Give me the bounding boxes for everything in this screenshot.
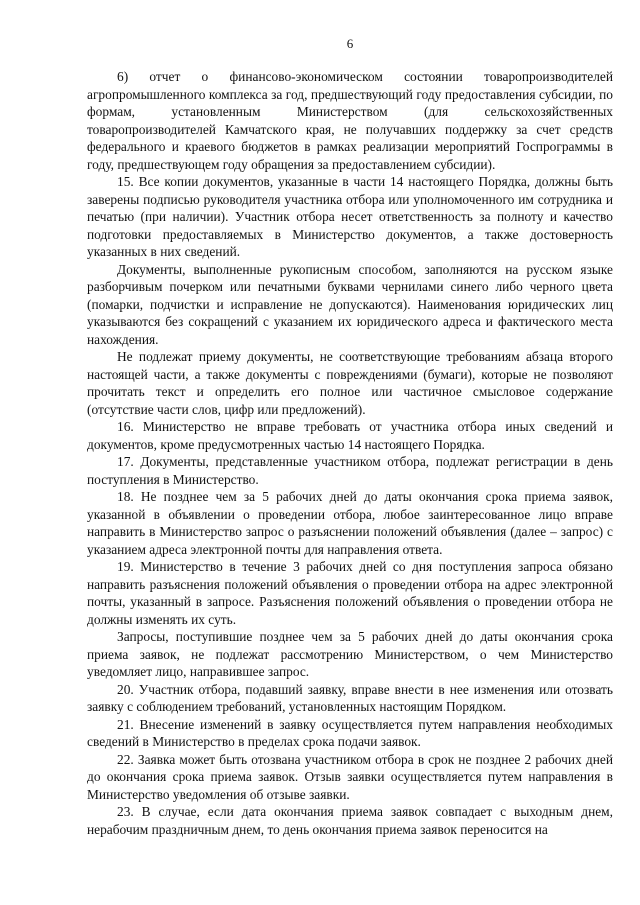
paragraph-22: 22. Заявка может быть отозвана участником отбора в срок не позднее 2 рабочих дней до окончания срока приема заявок. Отзыв заявки осуществляется путем направления в Министерство уведомления об отзыве заявки. [87, 751, 613, 802]
paragraph-19: 19. Министерство в течение 3 рабочих дней со дня поступления запроса обязано направить разъяснения положений объявления о проведении отбора на адрес электронной почты, указанный в запросе. Разъяснения положений объявления о проведении отбора не должны изменять их суть. [87, 559, 613, 627]
paragraph-not-accepted-docs: Не подлежат приему документы, не соответствующие требованиям абзаца второго настоящей части, а также документы с повреждениями (бумаги), которые не позволяют прочитать текст и определить его полное или частичное смысловое содержание (отсутствие части слов, цифр или предложений). [87, 349, 613, 417]
paragraph-23: 23. В случае, если дата окончания приема заявок совпадает с выходным днем, нерабочим праздничным днем, то день окончания приема заявок переносится на [87, 804, 613, 837]
paragraph-16: 16. Министерство не вправе требовать от участника отбора иных сведений и документов, кроме предусмотренных частью 14 настоящего Порядка. [87, 419, 613, 452]
paragraph-late-requests: Запросы, поступившие позднее чем за 5 рабочих дней до даты окончания срока приема заявок, не подлежат рассмотрению Министерством, о чем Министерство уведомляет лицо, направившее запрос. [87, 629, 613, 679]
paragraph-21: 21. Внесение изменений в заявку осуществляется путем направления необходимых сведений в Министерство в пределах срока подачи заявок. [87, 716, 613, 749]
paragraph-17: 17. Документы, представленные участником отбора, подлежат регистрации в день поступления в Министерство. [87, 454, 613, 487]
paragraph-handwritten-docs: Документы, выполненные рукописным способом, заполняются на русском языке разборчивым почерком или печатными буквами чернилами синего либо черного цвета (помарки, подчистки и исправление не допускаются). Наименования юридических лиц указываются без сокращений с указанием их юридического адреса и фактического места нахождения. [87, 261, 613, 347]
page-number: 6 [346, 36, 354, 51]
paragraph-20: 20. Участник отбора, подавший заявку, вправе внести в нее изменения или отозвать заявку с соблюдением требований, установленных настоящим Порядком. [87, 681, 613, 714]
document-page [87, 36, 613, 838]
paragraph-item-6: 6) отчет о финансово-экономическом состоянии товаропроизводителей агропромышленного комплекса за год, предшествующий году предоставления субсидии, по формам, установленным Министерством (для сельскохозяйственных товаропроизводителей Камчатского края, не получавших поддержку за счет средств федерального и краевого бюджетов в рамках реализации мероприятий Госпрограммы в году, предшествующем году обращения за предоставлением субсидии). [87, 69, 613, 172]
paragraph-15: 15. Все копии документов, указанные в части 14 настоящего Порядка, должны быть заверены подписью руководителя участника отбора или уполномоченного им сотрудника и печатью (при наличии). Участник отбора несет ответственность за полноту и качество подготовки предоставляемых в Министерство документов, а также достоверность указанных в них сведений. [87, 174, 613, 259]
paragraph-18: 18. Не позднее чем за 5 рабочих дней до даты окончания срока приема заявок, указанной в объявлении о проведении отбора, любое заинтересованное лицо вправе направить в Министерство запрос о разъяснении положений объявления (далее – запрос) с указанием адреса электронной почты для направления ответа. [87, 489, 613, 557]
